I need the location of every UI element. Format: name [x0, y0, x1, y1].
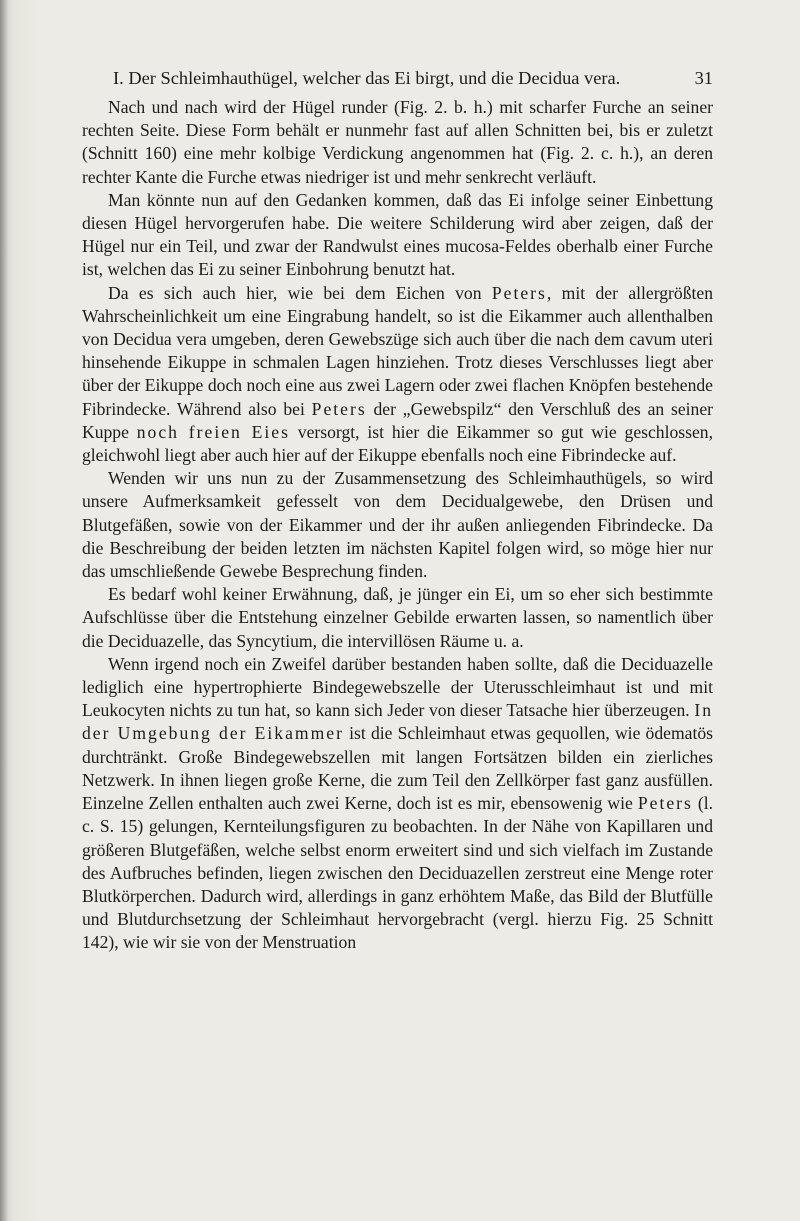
author-name-peters: Peters — [311, 398, 367, 419]
header-title: I. Der Schleimhauthügel, welcher das Ei birgt, und die Decidua vera. — [113, 68, 621, 88]
paragraph-6-part-1: Wenn irgend noch ein Zweifel darüber bestanden haben sollte, daß die Deciduazelle lediglich eine hypertrophierte Bindegewebszelle der Uterusschleimhaut ist und mit Leukocyten nichts zu tun hat, so kann sich Jeder von dieser Tatsache hier überzeugen. — [82, 653, 713, 721]
paragraph-4: Wenden wir uns nun zu der Zusammensetzung des Schleimhauthügels, so wird unsere Aufmerksamkeit gefesselt von dem Decidualgewebe, den Drüsen und Blutgefäßen, sowie von der Eikammer und der ihr außen anliegenden Fibrindecke. Da die Beschreibung der beiden letzten im nächsten Kapitel folgen wird, so möge hier nur das umschließende Gewebe Besprechung finden. — [82, 468, 713, 582]
binding-shadow — [0, 0, 8, 1221]
paragraph-1: Nach und nach wird der Hügel runder (Fig. 2. b. h.) mit scharfer Furche an seiner rechten Seite. Diese Form behält er nunmehr fast auf allen Schnitten bei, bis er zuletzt (Schnitt 160) eine mehr kolbige Verdickung angenommen hat (Fig. 2. c. h.), an deren rechter Kante die Furche etwas niedriger ist und mehr senkrecht verläuft. — [82, 97, 713, 187]
paragraph-3-part-4: versorgt, ist hier die Eikammer so gut wie geschlossen, gleichwohl liegt aber auch hier auf der Eikuppe ebenfalls noch eine Fibrindecke auf. — [82, 421, 713, 466]
paragraph-3-part-1: Da es sich auch hier, wie bei dem Eichen von — [108, 282, 492, 303]
paragraph-2: Man könnte nun auf den Gedanken kommen, daß das Ei infolge seiner Einbettung diesen Hügel hervorgerufen habe. Die weitere Schilderung wird aber zeigen, daß der Hügel nur ein Teil, und zwar der Randwulst eines mucosa-Feldes oberhalb einer Furche ist, welchen das Ei zu seiner Einbohrung benutzt hat. — [82, 189, 713, 280]
body-text — [82, 96, 713, 955]
paragraph-6-part-3: (l. c. S. 15) gelungen, Kernteilungsfiguren zu beobachten. In der Nähe von Kapillaren und größeren Blutgefäßen, welche selbst enorm erweitert sind und sich vielfach im Zustande des Aufbruches befinden, liegen zwischen den Deciduazellen zerstreut eine Menge roter Blutkörperchen. Dadurch wird, allerdings in ganz erhöhtem Maße, das Bild der Blutfülle und Blutdurchsetzung der Schleimhaut hervorgebracht (vergl. hierzu Fig. 25 Schnitt 142), wie wir sie von der Menstruation — [82, 793, 714, 953]
paragraph-3-part-2: , mit der allergrößten Wahrscheinlichkeit um eine Eingrabung handelt, so ist die Eikammer auch allenthalben von Decidua vera umgeben, deren Gewebszüge sich auch über die nach dem cavum uteri hinsehende Eikuppe in schmalen Lagen hinziehen. Trotz dieses Verschlusses liegt aber über der Eikuppe doch noch eine aus zwei Lagern oder zwei flachen Knöpfen bestehende Fibrindecke. Während also bei — [82, 282, 713, 419]
author-name-peters: Peters — [637, 793, 693, 814]
running-header — [113, 66, 713, 90]
emphasis-spaced: noch freien Eies — [136, 421, 290, 442]
paragraph-3-part-3: der „Gewebspilz“ den Verschluß des an seiner Kuppe — [82, 398, 713, 442]
author-name-peters: Peters — [491, 282, 547, 303]
page-number: 31 — [694, 68, 713, 88]
paragraph-6 — [82, 653, 713, 955]
paragraph-5: Es bedarf wohl keiner Erwähnung, daß, je jünger ein Ei, um so eher sich bestimmte Aufschlüsse über die Entstehung einzelner Gebilde erwarten lassen, so namentlich über die Deciduazelle, das Syncytium, die intervillösen Räume u. a. — [82, 584, 713, 651]
emphasis-spaced: In der Umgebung der Eikammer — [82, 700, 713, 744]
paragraph-6-part-2: ist die Schleimhaut etwas gequollen, wie ödematös durchtränkt. Große Bindegewebszellen mit langen Fortsätzen bilden ein zierliches Netzwerk. In ihnen liegen große Kerne, die zum Teil den Zellkörper fast ganz ausfüllen. Einzelne Zellen enthalten auch zwei Kerne, doch ist es mir, ebensowenig wie — [82, 723, 713, 814]
paragraph-3 — [82, 282, 713, 468]
